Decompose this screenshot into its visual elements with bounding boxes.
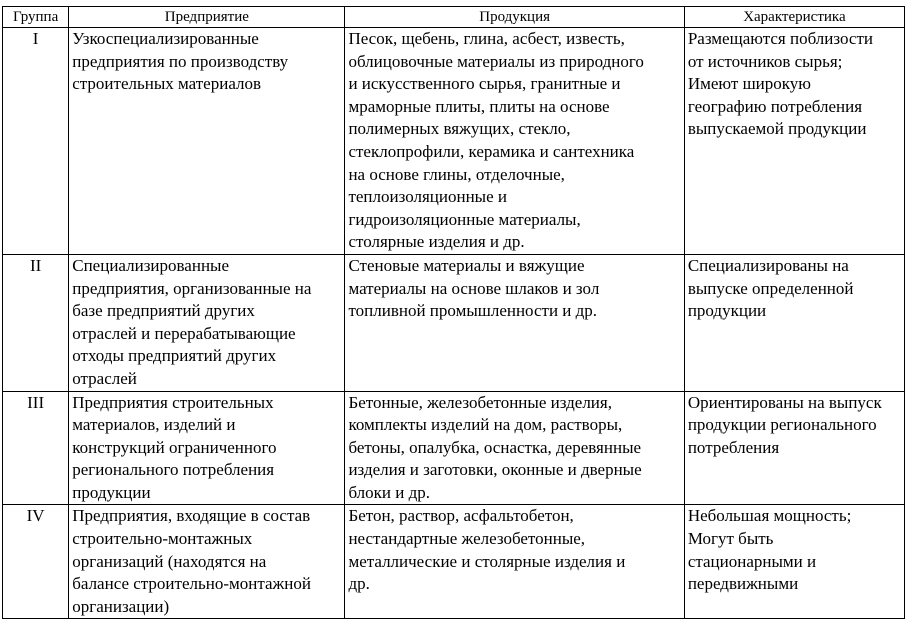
- cell-line: Бетон, раствор, асфальтобетон,: [348, 506, 574, 526]
- cell-line: от источников сырья;: [687, 51, 843, 71]
- cell-line: продукции регионального: [687, 415, 877, 435]
- cell-line: стационарными и: [687, 551, 817, 571]
- cell-line: передвижными: [687, 574, 799, 594]
- cell-line: комплекты изделий на дом, растворы,: [348, 415, 623, 435]
- group-cell: I: [3, 28, 69, 255]
- cell-line: балансе строительно-монтажной: [72, 574, 311, 594]
- cell-line: Предприятия строительных: [72, 392, 274, 412]
- cell-line: стеклопрофили, керамика и сантехника: [348, 141, 635, 161]
- cell-line: Размещаются поблизости: [687, 29, 873, 48]
- header-enterprise: Предприятие: [69, 7, 345, 28]
- cell-line: облицовочные материалы из природного: [348, 51, 644, 71]
- products-cell: [345, 254, 684, 391]
- cell-line: отходы предприятий других: [72, 346, 277, 366]
- cell-line: выпускаемой продукции: [687, 119, 867, 139]
- cell-line: Бетонные, железобетонные изделия,: [348, 392, 612, 412]
- cell-line: организации): [72, 596, 170, 616]
- cell-line: Предприятия, входящие в состав: [72, 506, 311, 526]
- characteristic-cell: [684, 391, 904, 505]
- cell-line: Песок, щебень, глина, асбест, известь,: [348, 29, 625, 48]
- enterprise-cell: [69, 254, 345, 391]
- cell-line: Специализированные: [72, 255, 230, 275]
- cell-line: Узкоспециализированные: [72, 29, 259, 48]
- cell-line: конструкций ограниченного: [72, 437, 277, 457]
- cell-line: отраслей и перерабатывающие: [72, 323, 296, 343]
- cell-line: географию потребления: [687, 96, 863, 116]
- cell-line: Небольшая мощность;: [687, 506, 852, 526]
- cell-line: предприятия по производству: [72, 51, 289, 71]
- group-cell: III: [3, 391, 69, 505]
- cell-line: столярные изделия и др.: [348, 232, 525, 252]
- cell-line: мраморные плиты, плиты на основе: [348, 96, 610, 116]
- group-cell: II: [3, 254, 69, 391]
- enterprise-cell: [69, 505, 345, 619]
- cell-line: потребления: [687, 437, 780, 457]
- cell-line: блоки и др.: [348, 482, 431, 502]
- enterprise-classification-table: [2, 6, 905, 619]
- cell-line: отраслей: [72, 368, 137, 388]
- cell-line: металлические и столярные изделия и: [348, 551, 626, 571]
- cell-line: гидроизоляционные материалы,: [348, 209, 581, 229]
- table-row: [3, 391, 905, 505]
- table-row: [3, 254, 905, 391]
- enterprise-cell: [69, 28, 345, 255]
- cell-line: и искусственного сырья, гранитные и: [348, 74, 621, 94]
- cell-line: на основе глины, отделочные,: [348, 164, 565, 184]
- characteristic-cell: [684, 28, 904, 255]
- cell-line: теплоизоляционные и: [348, 187, 507, 207]
- cell-line: Могут быть: [687, 529, 774, 549]
- table-body: [3, 28, 905, 619]
- cell-line: продукции: [687, 301, 767, 321]
- header-group: Группа: [3, 7, 69, 28]
- cell-line: организаций (находятся на: [72, 551, 267, 571]
- products-cell: [345, 28, 684, 255]
- characteristic-cell: [684, 505, 904, 619]
- header-characteristic: Характеристика: [684, 7, 904, 28]
- cell-line: Имеют широкую: [687, 74, 811, 94]
- cell-line: др.: [348, 574, 370, 594]
- cell-line: выпуске определенной: [687, 278, 854, 298]
- cell-line: базе предприятий других: [72, 301, 255, 321]
- table-header: [3, 7, 905, 28]
- cell-line: строительно-монтажных: [72, 529, 253, 549]
- cell-line: изделия и заготовки, оконные и дверные: [348, 460, 642, 480]
- header-row: [3, 7, 905, 28]
- cell-line: предприятия, организованные на: [72, 278, 312, 298]
- cell-line: бетоны, опалубка, оснастка, деревянные: [348, 437, 642, 457]
- cell-line: полимерных вяжущих, стекло,: [348, 119, 571, 139]
- characteristic-cell: [684, 254, 904, 391]
- cell-line: материалы на основе шлаков и зол: [348, 278, 600, 298]
- products-cell: [345, 391, 684, 505]
- header-products: Продукция: [345, 7, 684, 28]
- cell-line: нестандартные железобетонные,: [348, 529, 586, 549]
- cell-line: продукции: [72, 482, 151, 502]
- group-cell: IV: [3, 505, 69, 619]
- cell-line: строительных материалов: [72, 74, 262, 94]
- enterprise-cell: [69, 391, 345, 505]
- cell-line: Стеновые материалы и вяжущие: [348, 255, 585, 275]
- cell-line: топливной промышленности и др.: [348, 301, 598, 321]
- table-row: [3, 28, 905, 255]
- cell-line: регионального потребления: [72, 460, 275, 480]
- products-cell: [345, 505, 684, 619]
- cell-line: Ориентированы на выпуск: [687, 392, 882, 412]
- table-row: [3, 505, 905, 619]
- cell-line: Специализированы на: [687, 255, 849, 275]
- cell-line: материалов, изделий и: [72, 415, 236, 435]
